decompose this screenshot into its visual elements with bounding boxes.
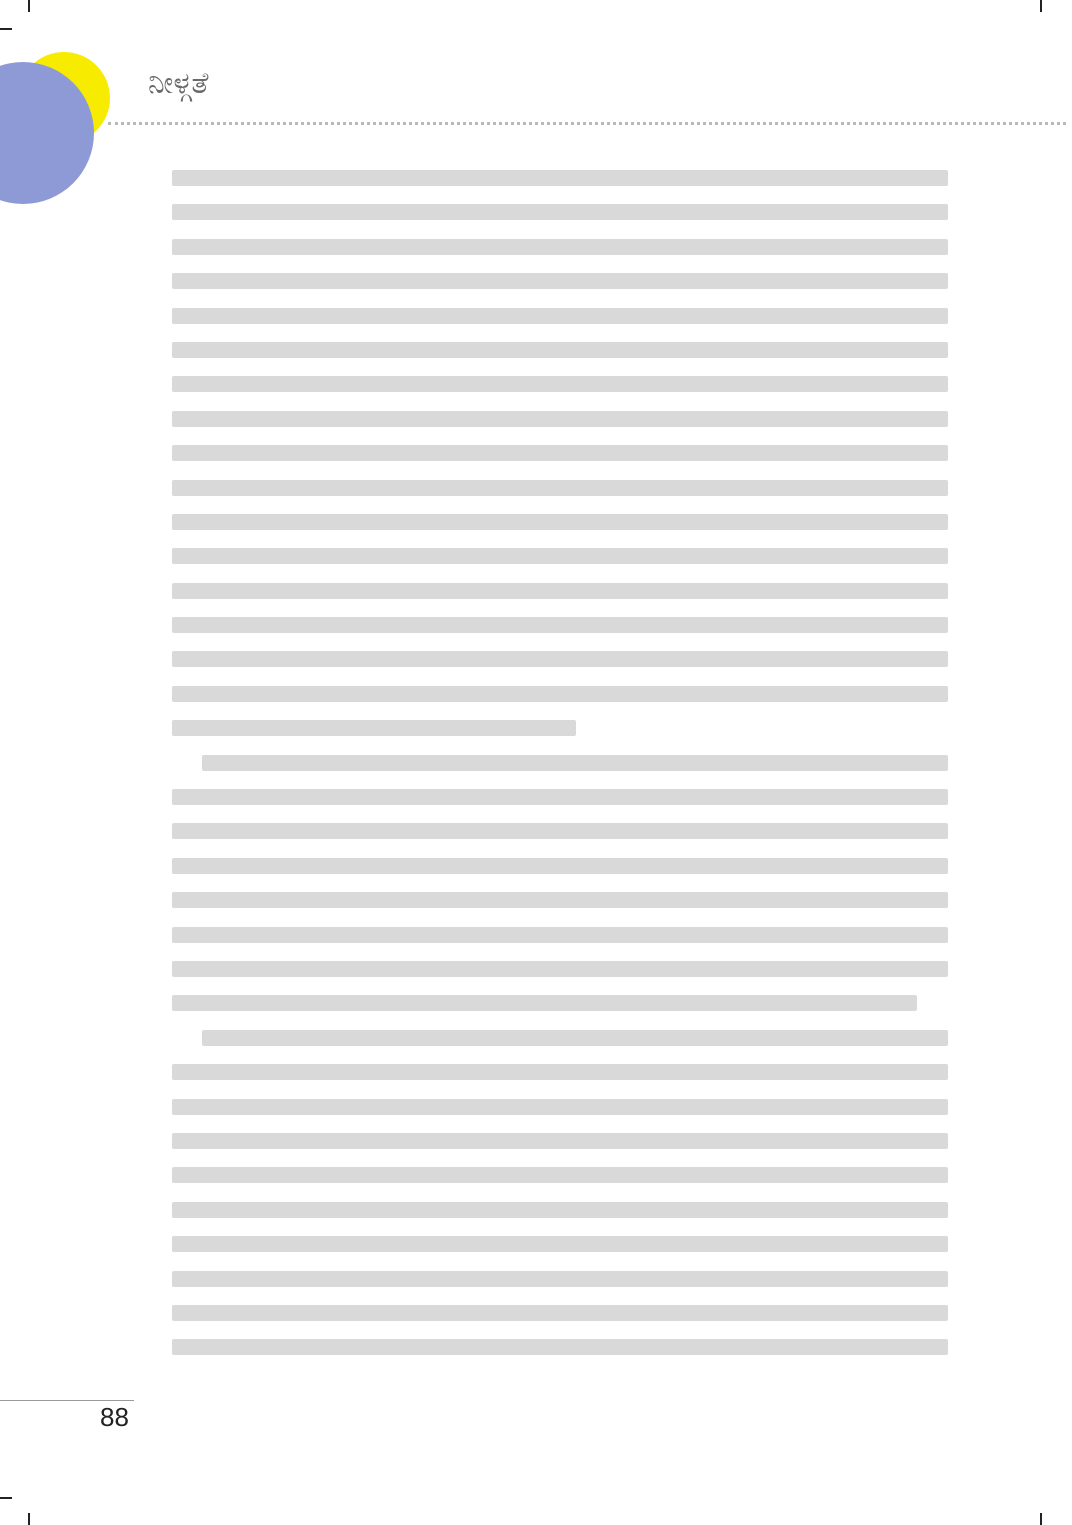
text-line bbox=[172, 1099, 948, 1115]
text-line bbox=[172, 1339, 948, 1355]
crop-mark-bottom-left bbox=[28, 1513, 30, 1525]
text-line bbox=[172, 651, 948, 667]
text-line bbox=[172, 342, 948, 358]
footer-rule bbox=[0, 1400, 134, 1401]
text-line bbox=[172, 1271, 948, 1287]
text-line bbox=[172, 892, 948, 908]
text-line bbox=[172, 445, 948, 461]
crop-mark-bottom-right bbox=[1040, 1513, 1042, 1525]
text-line bbox=[172, 376, 948, 392]
text-line bbox=[172, 720, 576, 736]
text-line bbox=[202, 755, 948, 771]
crop-mark-left-top bbox=[0, 28, 12, 30]
text-line bbox=[172, 686, 948, 702]
section-title: ನೀಳ್ಗತೆ bbox=[148, 66, 209, 101]
header-dotted-rule bbox=[108, 122, 1066, 125]
text-line bbox=[172, 204, 948, 220]
text-line bbox=[172, 239, 948, 255]
page-number: 88 bbox=[100, 1402, 129, 1432]
text-line bbox=[172, 1167, 948, 1183]
text-line bbox=[172, 858, 948, 874]
text-line bbox=[202, 1030, 948, 1046]
text-line bbox=[172, 927, 948, 943]
text-line bbox=[172, 1202, 948, 1218]
text-line bbox=[172, 789, 948, 805]
text-line bbox=[172, 583, 948, 599]
text-line bbox=[172, 823, 948, 839]
text-line bbox=[172, 1236, 948, 1252]
crop-mark-left-bottom bbox=[0, 1497, 12, 1499]
text-line bbox=[172, 961, 948, 977]
text-line bbox=[172, 1305, 948, 1321]
text-line bbox=[172, 170, 948, 186]
text-line bbox=[172, 548, 948, 564]
crop-mark-top-right bbox=[1040, 0, 1042, 12]
crop-mark-top-left bbox=[28, 0, 30, 12]
body-text-block bbox=[172, 170, 948, 1374]
text-line bbox=[172, 617, 948, 633]
text-line bbox=[172, 308, 948, 324]
text-line bbox=[172, 514, 948, 530]
text-line bbox=[172, 1064, 948, 1080]
text-line bbox=[172, 995, 917, 1011]
text-line bbox=[172, 273, 948, 289]
text-line bbox=[172, 480, 948, 496]
text-line bbox=[172, 1133, 948, 1149]
text-line bbox=[172, 411, 948, 427]
